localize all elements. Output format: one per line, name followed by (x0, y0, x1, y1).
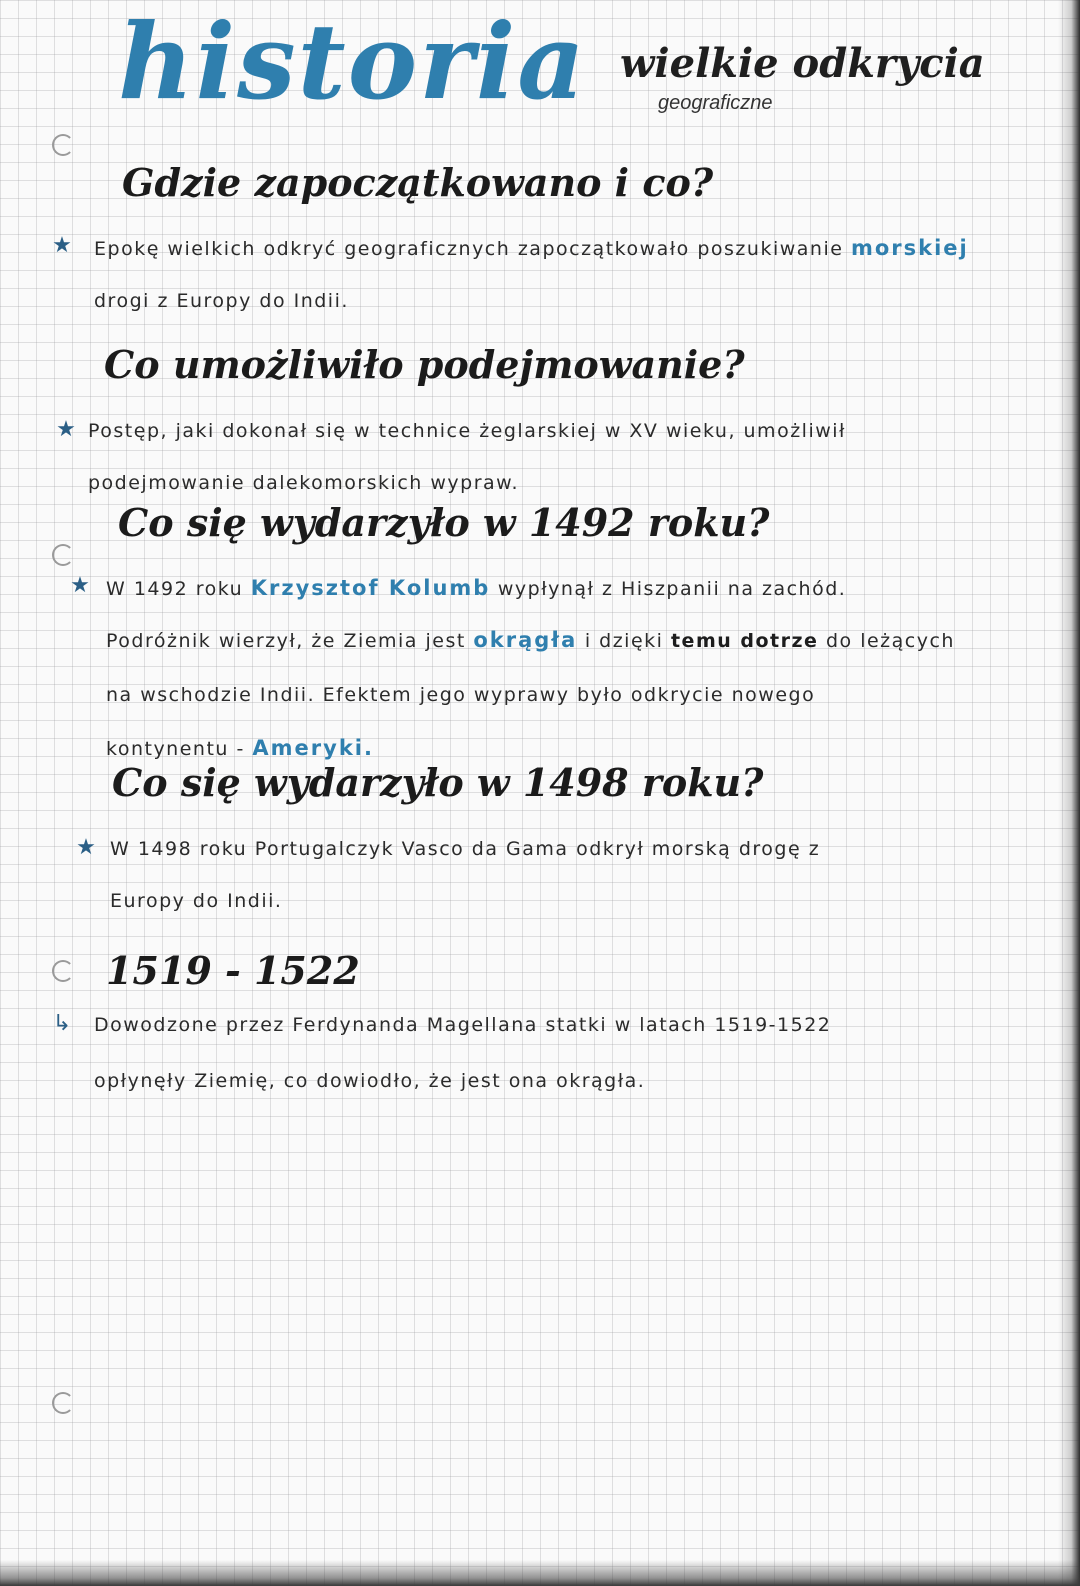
star-bullet-icon: ★ (52, 232, 72, 257)
highlighted-term: okrągła (473, 628, 578, 652)
star-bullet-icon: ★ (70, 572, 90, 597)
page-subtitle-small: geograficzne (658, 92, 773, 114)
arrow-bullet-icon: ↳ (52, 1010, 72, 1035)
binder-ring-icon (52, 544, 74, 566)
text-line (106, 628, 955, 652)
text-span: Podróżnik wierzył, że Ziemia jest (106, 630, 474, 652)
section-heading: Gdzie zapoczątkowano i co? (122, 160, 714, 205)
page-title: historia (118, 0, 587, 123)
notebook-bottom-edge (0, 1560, 1080, 1586)
text-line (106, 736, 374, 760)
highlighted-term: Ameryki. (252, 736, 374, 760)
star-bullet-icon: ★ (76, 834, 96, 859)
text-line: na wschodzie Indii. Efektem jego wyprawy było odkrycie nowego (106, 684, 816, 706)
text-line (94, 236, 969, 260)
text-span: do leżących (818, 630, 955, 652)
text-line: drogi z Europy do Indii. (94, 290, 349, 312)
section-heading: 1519 - 1522 (106, 948, 360, 993)
text-line: opłynęły Ziemię, co dowiodło, że jest ona okrągła. (94, 1070, 646, 1092)
text-line: Europy do Indii. (110, 890, 283, 912)
binder-ring-icon (52, 1392, 74, 1414)
text-span: i dzięki (577, 630, 671, 652)
binder-ring-icon (52, 960, 74, 982)
text-line: podejmowanie dalekomorskich wypraw. (88, 472, 519, 494)
text-span: kontynentu - (106, 738, 253, 760)
text-span: Epokę wielkich odkryć geograficznych zapoczątkowało poszukiwanie (94, 238, 851, 260)
text-line (106, 576, 846, 600)
text-span: W 1492 roku (106, 578, 251, 600)
section-heading: Co się wydarzyło w 1492 roku? (118, 500, 770, 545)
notebook-page-edge (1058, 0, 1080, 1586)
text-line: W 1498 roku Portugalczyk Vasco da Gama odkrył morską drogę z (110, 838, 821, 860)
page-subtitle: wielkie odkrycia (620, 40, 985, 87)
text-line: Postęp, jaki dokonał się w technice żeglarskiej w XV wieku, umożliwił (88, 420, 846, 442)
text-line: Dowodzone przez Ferdynanda Magellana statki w latach 1519-1522 (94, 1014, 832, 1036)
bold-term: temu dotrze (670, 630, 819, 652)
binder-ring-icon (52, 134, 74, 156)
highlighted-term: morskiej (850, 236, 969, 260)
section-heading: Co się wydarzyło w 1498 roku? (112, 760, 764, 805)
star-bullet-icon: ★ (56, 416, 76, 441)
section-heading: Co umożliwiło podejmowanie? (104, 342, 745, 387)
text-span: wypłynął z Hiszpanii na zachód. (490, 578, 847, 600)
highlighted-term: Krzysztof Kolumb (250, 576, 491, 600)
